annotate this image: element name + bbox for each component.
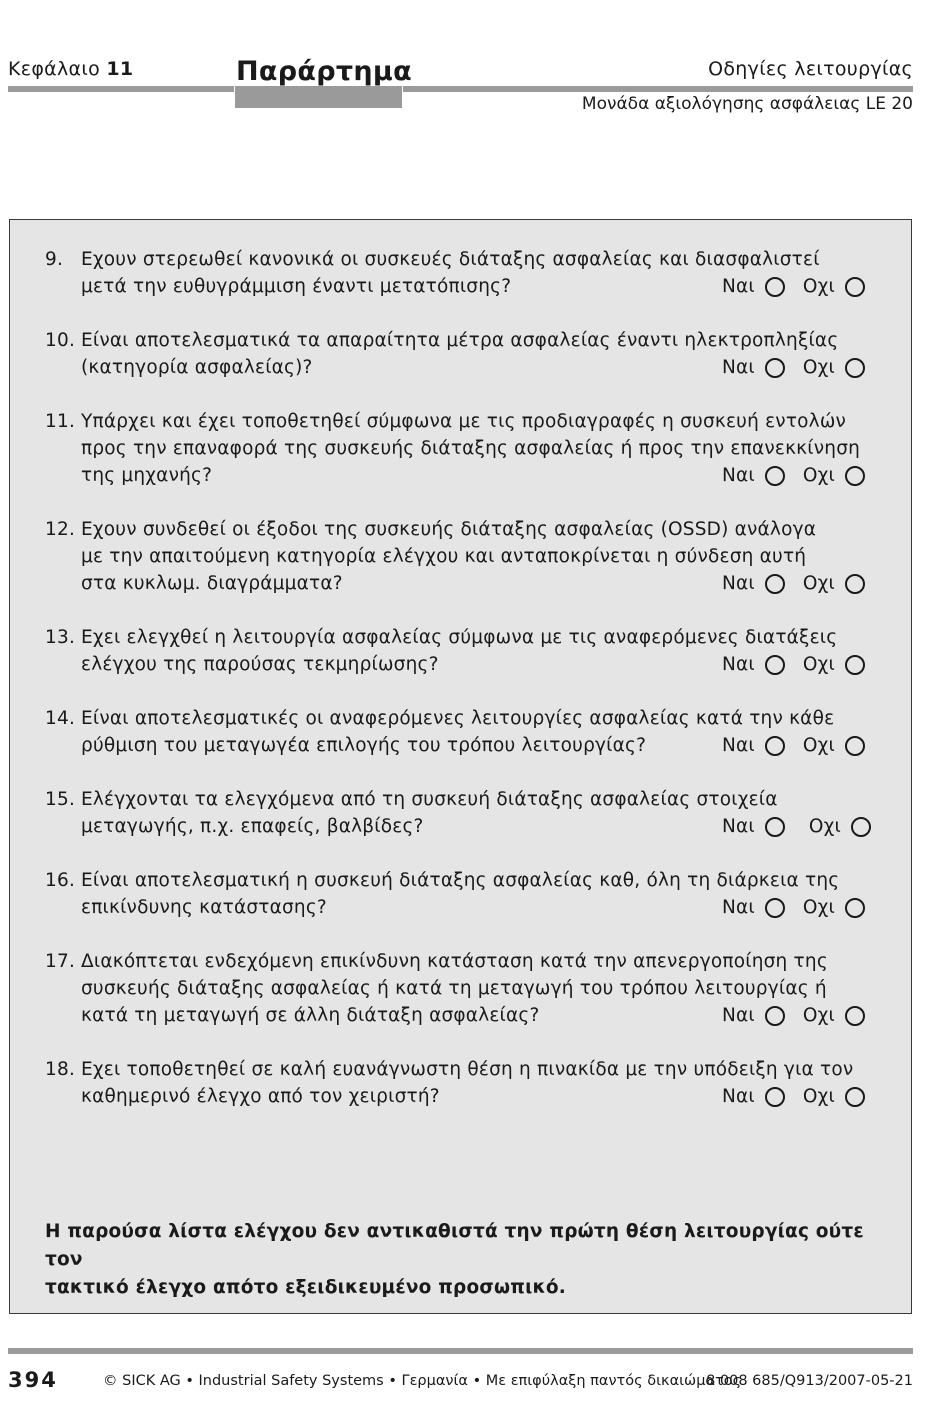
question-10 [45, 327, 865, 381]
question-text: Είναι αποτελεσματική η συσκευή διάταξης ασφαλείας καθ, όλη τη διάρκεια της επικίνδυνης κατάστασης? [81, 870, 840, 918]
no-radio[interactable] [851, 817, 871, 837]
doc-type: Οδηγίες λειτουργίας [708, 58, 913, 80]
answer-options [722, 354, 865, 381]
yes-radio[interactable] [765, 817, 785, 837]
question-11 [45, 408, 865, 489]
question-text: Εχει τοποθετηθεί σε καλή ευανάγνωστη θέση η πινακίδα με την υπόδειξη για τον καθημερινό έλεγχο από τον χειριστή? [81, 1059, 854, 1107]
question-18 [45, 1056, 865, 1110]
no-label: Οχι [808, 816, 841, 837]
question-number: 14. [45, 708, 76, 729]
answer-options [722, 732, 865, 759]
yes-radio[interactable] [765, 736, 785, 756]
no-label: Οχι [802, 1086, 835, 1107]
page-number: 394 [8, 1368, 58, 1392]
answer-options [722, 1002, 865, 1029]
footer-rule [8, 1348, 913, 1354]
question-number: 16. [45, 870, 76, 891]
answer-options [722, 462, 865, 489]
checklist-note: Η παρούσα λίστα ελέγχου δεν αντικαθιστά την πρώτη θέση λειτουργίας ούτε τον τακτικό έλεγχο απότο εξειδικευμένο προσωπικό. [45, 1221, 864, 1298]
no-label: Οχι [802, 897, 835, 918]
yes-radio[interactable] [765, 655, 785, 675]
footer-doc-number: 8 008 685/Q913/2007-05-21 [706, 1373, 913, 1389]
question-16 [45, 867, 865, 921]
yes-radio[interactable] [765, 277, 785, 297]
no-label: Οχι [802, 357, 835, 378]
answer-options [722, 813, 871, 840]
no-label: Οχι [802, 1005, 835, 1026]
checklist-panel [9, 219, 912, 1314]
yes-label: Ναι [721, 357, 755, 378]
yes-radio[interactable] [765, 898, 785, 918]
question-13 [45, 624, 865, 678]
no-radio[interactable] [845, 277, 865, 297]
no-radio[interactable] [845, 1006, 865, 1026]
question-number: 18. [45, 1059, 76, 1080]
no-radio[interactable] [845, 1087, 865, 1107]
answer-options [722, 273, 865, 300]
question-text: Εχουν συνδεθεί οι έξοδοι της συσκευής διάταξης ασφαλείας (OSSD) ανάλογα με την απαιτούμενη κατηγορία ελέγχου και ανταποκρίνεται η σύνδεση αυτή στα κυκλωμ. διαγράμματα? [81, 519, 817, 594]
answer-options [722, 570, 865, 597]
question-number: 12. [45, 519, 76, 540]
yes-label: Ναι [721, 1086, 755, 1107]
no-label: Οχι [802, 465, 835, 486]
question-number: 15. [45, 789, 76, 810]
question-text: Ελέγχονται τα ελεγχόμενα από τη συσκευή διάταξης ασφαλείας στοιχεία μεταγωγής, π.χ. επαφείς, βαλβίδες? [81, 789, 778, 837]
yes-label: Ναι [721, 573, 755, 594]
question-number: 17. [45, 951, 76, 972]
yes-label: Ναι [721, 816, 755, 837]
question-number: 10. [45, 330, 76, 351]
yes-label: Ναι [721, 465, 755, 486]
yes-label: Ναι [721, 897, 755, 918]
question-12 [45, 516, 865, 597]
title-underline-bar [235, 86, 402, 108]
chapter-label [8, 58, 133, 80]
no-radio[interactable] [845, 466, 865, 486]
question-text: Είναι αποτελεσματικές οι αναφερόμενες λειτουργίες ασφαλείας κατά την κάθε ρύθμιση του μεταγωγέα επιλογής του τρόπου λειτουργίας? [81, 708, 835, 756]
no-label: Οχι [802, 654, 835, 675]
no-radio[interactable] [845, 736, 865, 756]
yes-radio[interactable] [765, 466, 785, 486]
yes-label: Ναι [721, 735, 755, 756]
question-text: Υπάρχει και έχει τοποθετηθεί σύμφωνα με τις προδιαγραφές η συσκευή εντολών προς την επαναφορά της συσκευής διάταξης ασφαλείας ή προς την επανεκκίνηση της μηχανής? [81, 411, 861, 486]
question-9 [45, 246, 865, 300]
question-17 [45, 948, 865, 1029]
footer-copyright: © SICK AG • Industrial Safety Systems • Γερμανία • Με επιφύλαξη παντός δικαιώματος [103, 1373, 742, 1389]
no-label: Οχι [802, 276, 835, 297]
yes-radio[interactable] [765, 1087, 785, 1107]
question-text: Διακόπτεται ενδεχόμενη επικίνδυνη κατάσταση κατά την απενεργοποίηση της συσκευής διάταξης ασφαλείας ή κατά τη μεταγωγή του τρόπου λειτουργίας ή κατά τη μεταγωγή σε άλλη διάταξη ασφαλείας? [81, 951, 828, 1026]
question-text: Είναι αποτελεσματικά τα απαραίτητα μέτρα ασφαλείας έναντι ηλεκτροπληξίας (κατηγορία ασφαλείας)? [81, 330, 839, 378]
question-14 [45, 705, 865, 759]
question-number: 9. [45, 249, 64, 270]
page-title: Παράρτημα [236, 56, 412, 87]
chapter-number: 11 [106, 58, 134, 80]
yes-label: Ναι [721, 654, 755, 675]
yes-radio[interactable] [765, 358, 785, 378]
doc-subtitle: Μονάδα αξιολόγησης ασφάλειας LE 20 [581, 94, 913, 114]
no-radio[interactable] [845, 574, 865, 594]
no-radio[interactable] [845, 655, 865, 675]
header-rule-right [403, 86, 913, 92]
answer-options [722, 651, 865, 678]
yes-label: Ναι [721, 1005, 755, 1026]
question-text: Εχει ελεγχθεί η λειτουργία ασφαλείας σύμφωνα με τις αναφερόμενες διατάξεις ελέγχου της παρούσας τεκμηρίωσης? [81, 627, 838, 675]
question-text: Εχουν στερεωθεί κανονικά οι συσκευές διάταξης ασφαλείας και διασφαλιστεί μετά την ευθυγράμμιση έναντι μετατόπισης? [81, 249, 820, 297]
no-radio[interactable] [845, 358, 865, 378]
answer-options [722, 1083, 865, 1110]
yes-label: Ναι [721, 276, 755, 297]
yes-radio[interactable] [765, 1006, 785, 1026]
no-radio[interactable] [845, 898, 865, 918]
yes-radio[interactable] [765, 574, 785, 594]
question-number: 11. [45, 411, 76, 432]
header-rule-left [8, 86, 234, 92]
question-15 [45, 786, 865, 840]
question-number: 13. [45, 627, 76, 648]
no-label: Οχι [802, 573, 835, 594]
answer-options [722, 894, 865, 921]
no-label: Οχι [802, 735, 835, 756]
chapter-label-text: Κεφάλαιο [8, 58, 101, 80]
